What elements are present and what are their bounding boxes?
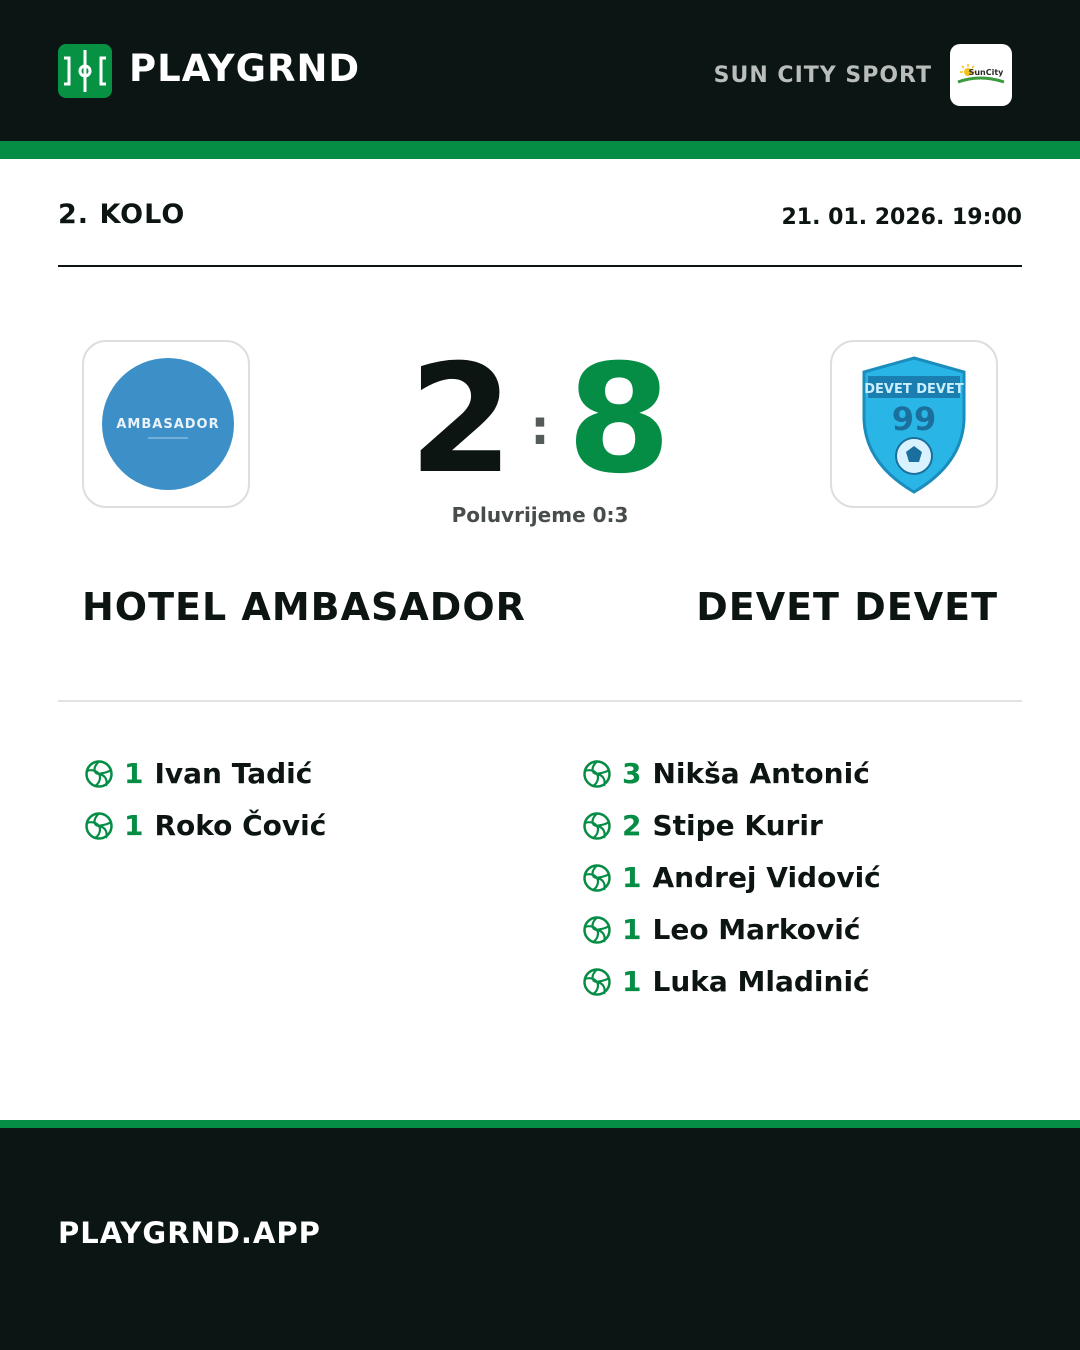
player-name: Stipe Kurir [652, 809, 823, 842]
goal-count: 1 [622, 913, 642, 946]
scorer-item [582, 956, 881, 1008]
ball-icon [582, 915, 612, 945]
scorer-item [582, 852, 881, 904]
goal-count: 2 [622, 809, 642, 842]
away-score: 8 [566, 333, 672, 507]
goal-count: 1 [622, 965, 642, 998]
header-accent-stripe [0, 141, 1080, 159]
player-name: Nikša Antonić [652, 757, 870, 790]
ball-icon [582, 967, 612, 997]
player-name: Andrej Vidović [652, 861, 881, 894]
divider [58, 265, 1022, 267]
away-scorers-list [582, 748, 881, 1008]
score-separator: : [530, 400, 550, 456]
organizer-logo-text: SunCity [968, 68, 1004, 77]
halftime-score: Poluvrijeme 0:3 [451, 503, 629, 527]
round-label: 2. KOLO [58, 199, 186, 230]
ball-icon [84, 759, 114, 789]
goal-count: 3 [622, 757, 642, 790]
footer-accent-stripe [0, 1120, 1080, 1128]
goal-count: 1 [622, 861, 642, 894]
away-logo-text: DEVET DEVET [864, 382, 964, 397]
player-name: Ivan Tadić [154, 757, 313, 790]
player-name: Luka Mladinić [652, 965, 870, 998]
ball-icon [582, 863, 612, 893]
footer-url[interactable]: PLAYGRND.APP [58, 1216, 321, 1250]
away-logo-number: 99 [891, 400, 937, 438]
scorer-item [84, 748, 326, 800]
match-datetime: 21. 01. 2026. 19:00 [781, 205, 1022, 230]
brand-name: PLAYGRND [129, 47, 361, 90]
away-team-logo [830, 340, 998, 508]
scorer-item [582, 800, 881, 852]
home-team-name: HOTEL AMBASADOR [82, 585, 526, 629]
divider [58, 700, 1022, 702]
scorer-item [84, 800, 326, 852]
organizer-logo [950, 44, 1012, 106]
away-team-name: DEVET DEVET [696, 585, 998, 629]
goal-count: 1 [124, 757, 144, 790]
goal-count: 1 [124, 809, 144, 842]
organizer-name: SUN CITY SPORT [713, 63, 932, 88]
ball-icon [84, 811, 114, 841]
player-name: Roko Čović [154, 809, 327, 842]
scorer-item [582, 748, 881, 800]
home-scorers-list [84, 748, 326, 852]
home-logo-text: AMBASADOR [116, 417, 220, 432]
ball-icon [582, 759, 612, 789]
home-team-logo [82, 340, 250, 508]
home-score: 2 [408, 333, 514, 507]
player-name: Leo Marković [652, 913, 861, 946]
pitch-icon [58, 44, 112, 98]
ball-icon [582, 811, 612, 841]
scorer-item [582, 904, 881, 956]
